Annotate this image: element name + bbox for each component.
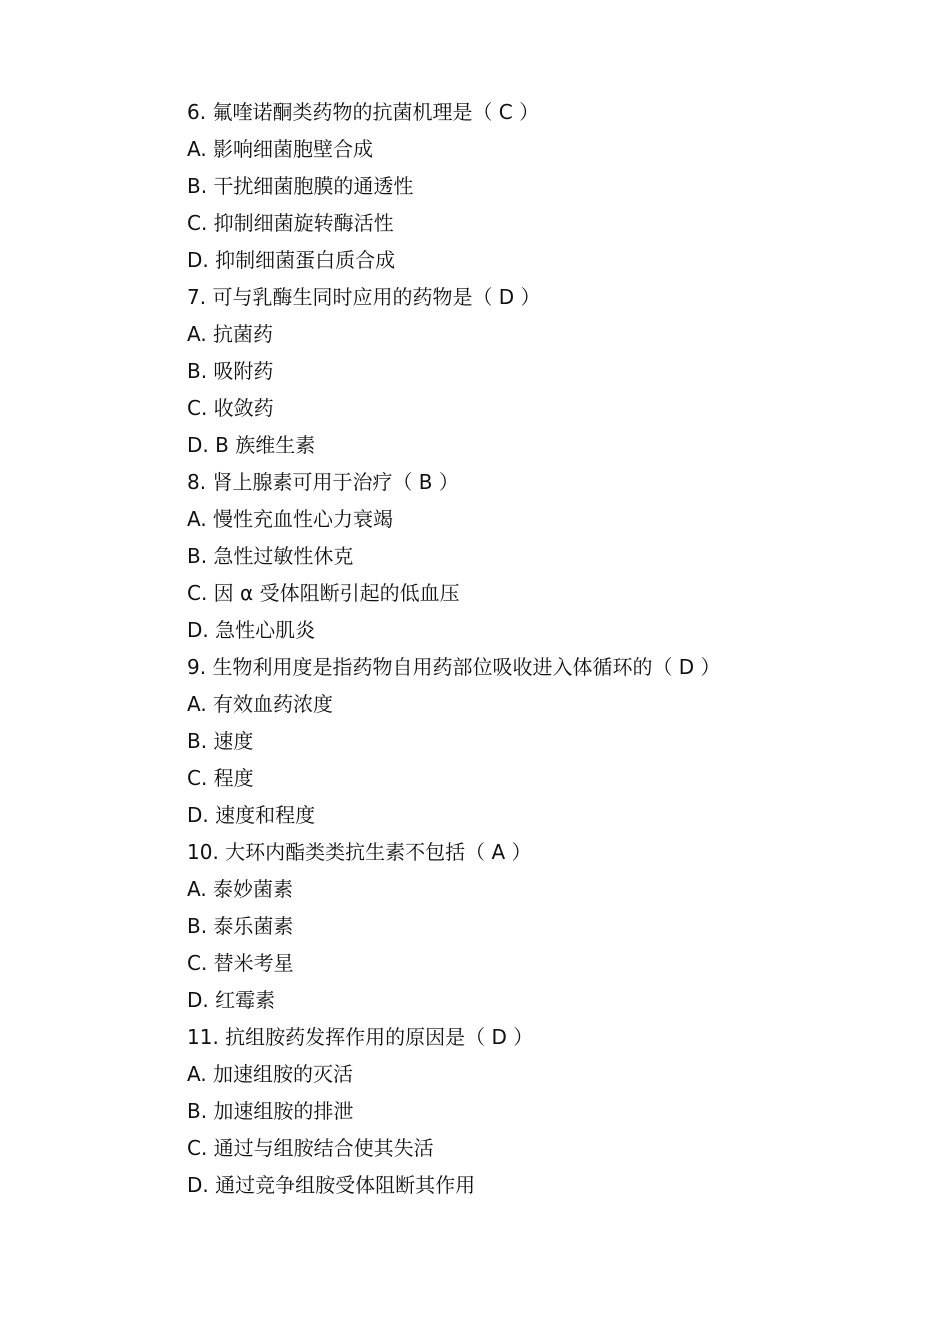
option-b: B. 速度 <box>187 729 254 753</box>
option-b: B. 急性过敏性休克 <box>187 544 354 568</box>
question-stem: 7. 可与乳酶生同时应用的药物是（ D ） <box>187 285 541 309</box>
option-c: C. 收敛药 <box>187 396 274 420</box>
option-d: D. 通过竞争组胺受体阻断其作用 <box>187 1173 476 1197</box>
question-8 <box>187 464 887 649</box>
option-c: C. 程度 <box>187 766 254 790</box>
option-c: C. 通过与组胺结合使其失活 <box>187 1136 434 1160</box>
option-b: B. 干扰细菌胞膜的通透性 <box>187 174 414 198</box>
option-b: B. 吸附药 <box>187 359 274 383</box>
question-stem: 9. 生物利用度是指药物自用药部位吸收进入体循环的（ D ） <box>187 655 721 679</box>
option-a: A. 加速组胺的灭活 <box>187 1062 354 1086</box>
question-stem: 11. 抗组胺药发挥作用的原因是（ D ） <box>187 1025 534 1049</box>
option-a: A. 泰妙菌素 <box>187 877 294 901</box>
question-9 <box>187 649 887 834</box>
option-a: A. 抗菌药 <box>187 322 274 346</box>
option-d: D. B 族维生素 <box>187 433 316 457</box>
question-stem: 8. 肾上腺素可用于治疗（ B ） <box>187 470 459 494</box>
option-c: C. 因 α 受体阻断引起的低血压 <box>187 581 460 605</box>
question-11 <box>187 1019 887 1204</box>
option-d: D. 速度和程度 <box>187 803 316 827</box>
option-b: B. 泰乐菌素 <box>187 914 294 938</box>
option-a: A. 慢性充血性心力衰竭 <box>187 507 394 531</box>
option-d: D. 急性心肌炎 <box>187 618 316 642</box>
option-a: A. 影响细菌胞壁合成 <box>187 137 374 161</box>
option-c: C. 替米考星 <box>187 951 294 975</box>
question-list <box>187 94 887 1204</box>
question-stem: 6. 氟喹诺酮类药物的抗菌机理是（ C ） <box>187 100 540 124</box>
question-7 <box>187 279 887 464</box>
option-a: A. 有效血药浓度 <box>187 692 334 716</box>
option-d: D. 抑制细菌蛋白质合成 <box>187 248 396 272</box>
question-10 <box>187 834 887 1019</box>
option-d: D. 红霉素 <box>187 988 276 1012</box>
option-c: C. 抑制细菌旋转酶活性 <box>187 211 394 235</box>
option-b: B. 加速组胺的排泄 <box>187 1099 354 1123</box>
question-6 <box>187 94 887 279</box>
question-stem: 10. 大环内酯类类抗生素不包括（ A ） <box>187 840 532 864</box>
